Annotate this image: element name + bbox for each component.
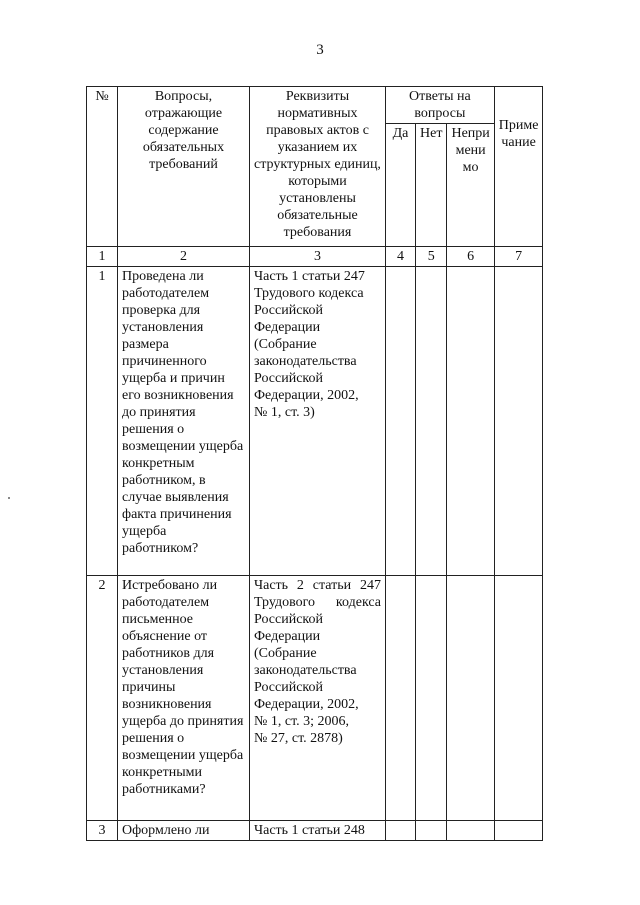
question-cell: Истребовано ли работодателем письменное объяснение от работников для установления причины возникновения ущерба до принятия решения о возмещении ущерба конкретными работниками? [118, 576, 250, 821]
requisite-line: Трудового кодекса [254, 595, 381, 610]
table-row [87, 267, 543, 576]
header-no: № [87, 87, 118, 247]
column-number: 4 [386, 247, 416, 267]
column-number: 3 [250, 247, 386, 267]
requisite-line: законодательства [254, 354, 357, 369]
answer-yes-cell [386, 267, 416, 576]
column-number: 6 [447, 247, 494, 267]
note-cell [494, 267, 543, 576]
requisite-line: Часть 2 статьи 247 [254, 578, 381, 593]
answer-yes-cell [386, 821, 416, 841]
answer-not-applicable-cell [447, 576, 494, 821]
note-cell [494, 576, 543, 821]
note-cell [494, 821, 543, 841]
table-row [87, 576, 543, 821]
requisite-line: (Собрание [254, 646, 317, 661]
question-cell: Проведена ли работодателем проверка для установления размера причиненного ущерба и причин его возникновения до принятия решения о возмещении ущерба конкретным работником, в случае выявления факта причинения ущерба работником? [118, 267, 250, 576]
answer-no-cell [416, 821, 447, 841]
header-note: Приме чание [494, 87, 543, 247]
requisite-cell [250, 576, 386, 821]
requisite-cell [250, 821, 386, 841]
requisite-line: Федерации [254, 320, 321, 335]
answer-no-cell [416, 267, 447, 576]
header-not-applicable: Непри мени мо [447, 124, 494, 247]
row-number: 2 [87, 576, 118, 821]
table-row [87, 821, 543, 841]
row-number: 3 [87, 821, 118, 841]
requisite-line: Трудового кодекса [254, 286, 364, 301]
question-cell: Оформлено ли [118, 821, 250, 841]
requisite-line: Российской [254, 680, 323, 695]
requisite-line: Часть 1 статьи 248 [254, 823, 365, 838]
requisite-line: Российской [254, 612, 323, 627]
requisite-line: № 1, ст. 3) [254, 405, 315, 420]
header-questions: Вопросы, отражающие содержание обязательных требований [118, 87, 250, 247]
page-number: 3 [316, 42, 324, 58]
column-number: 1 [87, 247, 118, 267]
column-number-row [87, 247, 543, 267]
answer-yes-cell [386, 576, 416, 821]
row-number: 1 [87, 267, 118, 576]
requisite-line: Российской [254, 371, 323, 386]
requisite-line: Федерации, 2002, [254, 388, 359, 403]
header-row-top [87, 87, 543, 124]
requisite-line: Часть 1 статьи 247 [254, 269, 365, 284]
column-number: 2 [118, 247, 250, 267]
requisite-line: Федерации [254, 629, 321, 644]
column-number: 7 [494, 247, 543, 267]
scan-dot [8, 497, 10, 499]
requirements-table [86, 86, 543, 841]
requisite-line: Российской [254, 303, 323, 318]
answer-not-applicable-cell [447, 267, 494, 576]
header-yes: Да [386, 124, 416, 247]
requisite-line: (Собрание [254, 337, 317, 352]
column-number: 5 [416, 247, 447, 267]
requisite-line: законодательства [254, 663, 357, 678]
requisite-line: № 27, ст. 2878) [254, 731, 343, 746]
requisite-line: № 1, ст. 3; 2006, [254, 714, 350, 729]
header-requisites: Реквизиты нормативных правовых актов с указанием их структурных единиц, которыми установлены обязательные требования [250, 87, 386, 247]
requisite-line: Федерации, 2002, [254, 697, 359, 712]
header-answers-group: Ответы на вопросы [386, 87, 495, 124]
requisite-cell [250, 267, 386, 576]
answer-not-applicable-cell [447, 821, 494, 841]
answer-no-cell [416, 576, 447, 821]
header-no-answer: Нет [416, 124, 447, 247]
